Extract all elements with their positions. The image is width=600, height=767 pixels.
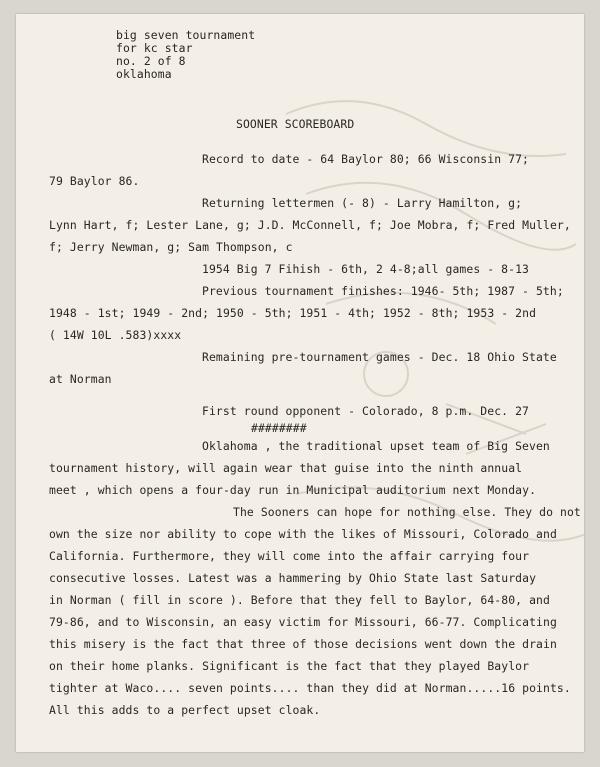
previous-finishes-line: ( 14W 10L .583)xxxx xyxy=(49,328,182,342)
record-line: 79 Baylor 86. xyxy=(49,174,140,188)
first-round-line: First round opponent - Colorado, 8 p.m. Dec. 27 xyxy=(202,404,530,418)
remaining-games-line: Remaining pre-tournament games - Dec. 18 Ohio State xyxy=(202,350,557,364)
divider: ######## xyxy=(251,421,307,435)
body-paragraph-line: tighter at Waco.... seven points.... than they did at Norman.....16 points. xyxy=(49,681,571,695)
remaining-games-line: at Norman xyxy=(49,372,112,386)
previous-finishes-line: 1948 - 1st; 1949 - 2nd; 1950 - 5th; 1951 - 4th; 1952 - 8th; 1953 - 2nd xyxy=(49,306,537,320)
body-paragraph-line: The Sooners can hope for nothing else. They do not xyxy=(233,505,581,519)
typed-page xyxy=(16,14,584,752)
page-title: SOONER SCOREBOARD xyxy=(236,117,355,131)
body-paragraph-line: on their home planks. Significant is the fact that they played Baylor xyxy=(49,659,530,673)
big7-finish-line: 1954 Big 7 Fihish - 6th, 2 4-8;all games - 8-13 xyxy=(202,262,530,276)
body-paragraph-line: consecutive losses. Latest was a hammering by Ohio State last Saturday xyxy=(49,571,537,585)
lettermen-line: Returning lettermen (- 8) - Larry Hamilton, g; xyxy=(202,196,523,210)
record-line: Record to date - 64 Baylor 80; 66 Wisconsin 77; xyxy=(202,152,530,166)
body-paragraph-line: 79-86, and to Wisconsin, an easy victim for Missouri, 66-77. Complicating xyxy=(49,615,557,629)
header-line: no. 2 of 8 xyxy=(116,54,186,68)
header-line: oklahoma xyxy=(116,67,172,81)
body-paragraph-line: California. Furthermore, they will come into the affair carrying four xyxy=(49,549,530,563)
previous-finishes-line: Previous tournament finishes: 1946- 5th; 1987 - 5th; xyxy=(202,284,564,298)
body-paragraph-line: Oklahoma , the traditional upset team of Big Seven xyxy=(202,439,550,453)
body-paragraph-line: meet , which opens a four-day run in Municipal auditorium next Monday. xyxy=(49,483,537,497)
body-paragraph-line: in Norman ( fill in score ). Before that they fell to Baylor, 64-80, and xyxy=(49,593,550,607)
body-paragraph-line: this misery is the fact that three of those decisions went down the drain xyxy=(49,637,557,651)
header-line: big seven tournament xyxy=(116,28,256,42)
body-paragraph-line: own the size nor ability to cope with the likes of Missouri, Colorado and xyxy=(49,527,557,541)
body-paragraph-line: All this adds to a perfect upset cloak. xyxy=(49,703,321,717)
lettermen-line: Lynn Hart, f; Lester Lane, g; J.D. McConnell, f; Joe Mobra, f; Fred Muller, xyxy=(49,218,571,232)
header-line: for kc star xyxy=(116,41,193,55)
lettermen-line: f; Jerry Newman, g; Sam Thompson, c xyxy=(49,240,293,254)
body-paragraph-line: tournament history, will again wear that guise into the ninth annual xyxy=(49,461,523,475)
